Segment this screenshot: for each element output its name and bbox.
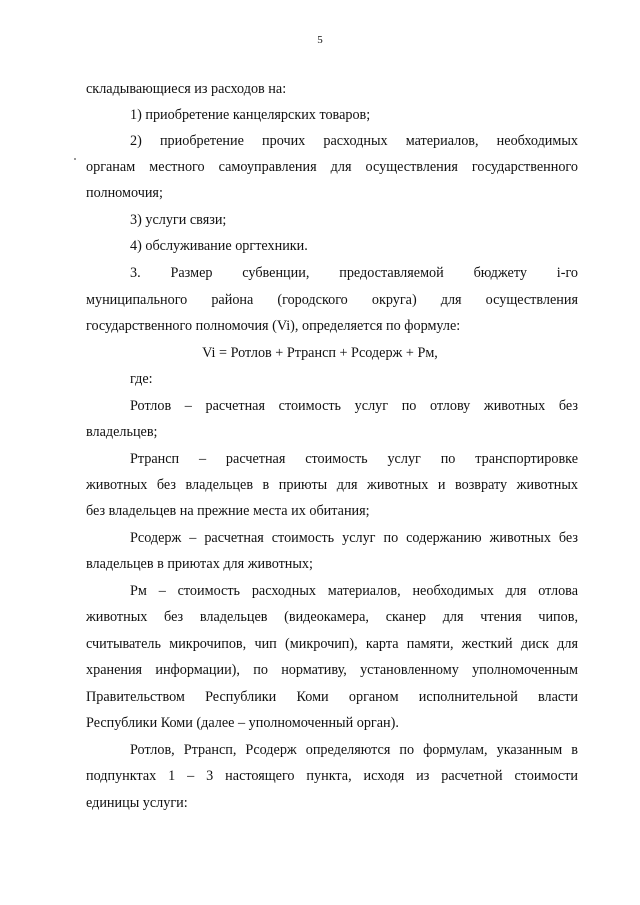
- definition-line: Ртрансп – расчетная стоимость услуг по транспортировке: [130, 451, 578, 467]
- text-line: где:: [130, 371, 153, 387]
- scan-speck: [74, 158, 76, 160]
- text-line: складывающиеся из расходов на:: [86, 81, 287, 97]
- page-number: 5: [317, 34, 323, 46]
- formula: Vi = Ротлов + Ртрансп + Рсодерж + Рм,: [202, 345, 438, 361]
- text-line: подпунктах 1 – 3 настоящего пункта, исходя из расчетной стоимости: [86, 768, 578, 784]
- text-line: хранения информации), по нормативу, установленному уполномоченным: [86, 662, 578, 678]
- paragraph-line: 3. Размер субвенции, предоставляемой бюджету i-го: [130, 265, 578, 281]
- text-line: муниципального района (городского округа) для осуществления: [86, 292, 578, 308]
- list-item: 2) приобретение прочих расходных материалов, необходимых: [130, 133, 578, 149]
- text-line: полномочия;: [86, 185, 163, 201]
- paragraph-line: Ротлов, Ртрансп, Рсодерж определяются по формулам, указанным в: [130, 742, 578, 758]
- text-line: Республики Коми (далее – уполномоченный орган).: [86, 715, 399, 731]
- text-line: считыватель микрочипов, чип (микрочип), карта памяти, жесткий диск для: [86, 636, 578, 652]
- definition-line: Рм – стоимость расходных материалов, необходимых для отлова: [130, 583, 578, 599]
- list-item: 1) приобретение канцелярских товаров;: [130, 107, 371, 123]
- text-line: единицы услуги:: [86, 795, 188, 811]
- text-line: органам местного самоуправления для осуществления государственного: [86, 159, 578, 175]
- text-line: животных без владельцев (видеокамера, сканер для чтения чипов,: [86, 609, 578, 625]
- list-item: 4) обслуживание оргтехники.: [130, 238, 308, 254]
- text-line: Правительством Республики Коми органом исполнительной власти: [86, 689, 578, 705]
- text-line: без владельцев на прежние места их обитания;: [86, 503, 370, 519]
- definition-line: Рсодерж – расчетная стоимость услуг по содержанию животных без: [130, 530, 578, 546]
- list-item: 3) услуги связи;: [130, 212, 227, 228]
- definition-line: Ротлов – расчетная стоимость услуг по отлову животных без: [130, 398, 578, 414]
- text-line: животных без владельцев в приюты для животных и возврату животных: [86, 477, 578, 493]
- text-line: владельцев;: [86, 424, 158, 440]
- text-line: государственного полномочия (Vi), определяется по формуле:: [86, 318, 461, 334]
- text-line: владельцев в приютах для животных;: [86, 556, 313, 572]
